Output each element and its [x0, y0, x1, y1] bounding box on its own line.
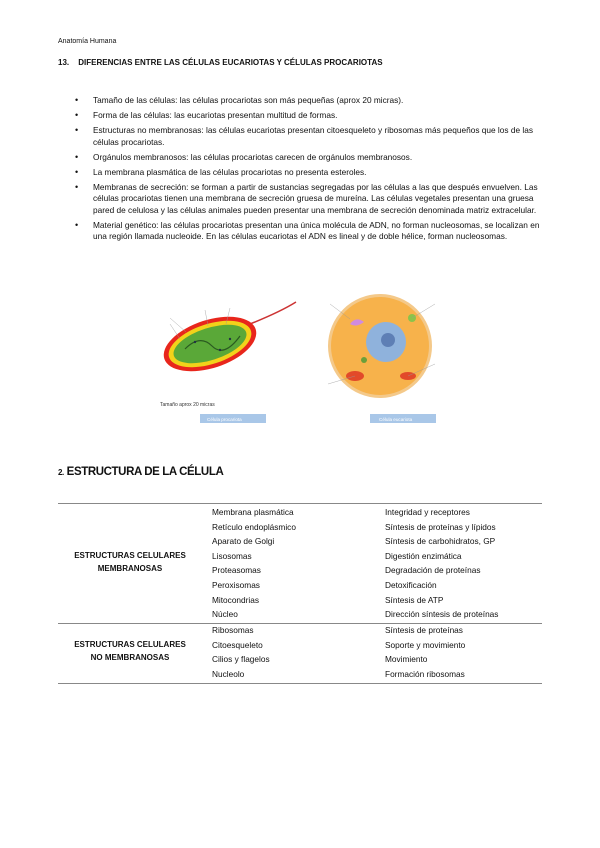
table-cell: Síntesis de proteínas [385, 625, 463, 635]
group-1-functions [385, 505, 498, 622]
list-item: • Forma de las células: las eucariotas presentan multitud de formas. [58, 110, 548, 122]
group-2-structures [212, 623, 270, 681]
differences-list [58, 95, 548, 246]
table-cell: Degradación de proteínas [385, 565, 481, 576]
page-header: Anatomía Humana [58, 38, 117, 45]
flagellum-icon [250, 302, 296, 324]
table-top-rule [58, 503, 542, 504]
section-13-number: 13. [58, 58, 70, 67]
table-cell: Formación ribosomas [385, 668, 465, 679]
section-13-heading [58, 58, 383, 67]
section-2-heading [58, 466, 223, 478]
prokaryote-size-label: Tamaño aprox 20 micras [160, 402, 215, 408]
table-cell: Peroxisomas [212, 579, 260, 590]
list-item: • Material genético: las células procariotas presentan una única molécula de ADN, no forman nucleosomas, se localizan en una región llamada nucleoide. En las células eucariotas el ADN es lineal y de doble hélice, forman nucleosomas. [58, 220, 548, 243]
table-cell: Síntesis de proteínas y lípidos [385, 521, 496, 532]
nucleolus-icon [381, 333, 395, 347]
prokaryote-illustration [157, 302, 296, 382]
group-label-line: ESTRUCTURAS CELULARES [74, 551, 186, 560]
group-2-functions [385, 623, 465, 681]
group-1-structures [212, 505, 296, 622]
table-cell: Síntesis de ATP [385, 594, 444, 605]
table-cell: Dirección síntesis de proteínas [385, 609, 499, 620]
table-cell: Ribosomas [212, 625, 254, 635]
list-item: • Orgánulos membranosos: las células procariotas carecen de orgánulos membranosos. [58, 152, 548, 164]
eukaryote-button-label: Célula eucariota [379, 417, 413, 422]
table-cell: Movimiento [385, 654, 428, 665]
table-cell: Integridad y receptores [385, 507, 470, 517]
table-cell: Núcleo [212, 609, 238, 620]
list-item: • Membranas de secreción: se forman a partir de sustancias segregadas por las células a las que después envuelven. Las células procariotas tienen una membrana de secreción gruesa de mureína. Las células vegetales presentan una gruesa pared de celulosa y las células animales pueden presentar una membrana de secreción denominada matriz extracelular. [58, 182, 548, 217]
list-item: • Tamaño de las células: las células procariotas son más pequeñas (aprox 20 micras). [58, 95, 548, 107]
section-2-title: ESTRUCTURA DE LA CÉLULA [66, 466, 224, 478]
table-cell: Retículo endoplásmico [212, 521, 296, 532]
table-cell: Cilios y flagelos [212, 654, 270, 665]
list-item: • Estructuras no membranosas: las células eucariotas presentan citoesqueleto y ribosomas más pequeños que los de las células procariotas. [58, 125, 548, 148]
table-cell: Síntesis de carbohidratos, GP [385, 536, 496, 547]
table-cell: Soporte y movimiento [385, 639, 466, 650]
table-cell: Nucleolo [212, 668, 245, 679]
eukaryote-illustration [328, 294, 435, 398]
table-cell: Digestión enzimática [385, 550, 462, 561]
table-bottom-rule [58, 683, 542, 684]
table-cell: Lisosomas [212, 550, 252, 561]
table-cell: Mitocondrias [212, 594, 260, 605]
cell-illustrations [150, 284, 470, 434]
section-2-number: 2. [58, 468, 64, 477]
section-13-title: DIFERENCIAS ENTRE LAS CÉLULAS EUCARIOTAS Y CÉLULAS PROCARIOTAS [78, 58, 383, 67]
cell-figures [150, 284, 470, 434]
group-label-line: MEMBRANOSAS [97, 564, 163, 573]
group-label-line: ESTRUCTURAS CELULARES [74, 640, 186, 649]
group-label-no-membranosas [58, 638, 202, 664]
table-group-divider [58, 623, 542, 624]
prokaryote-button-label: Célula procariota [207, 417, 242, 422]
table-cell: Detoxificación [385, 579, 437, 590]
table-cell: Proteasomas [212, 565, 261, 576]
table-cell: Membrana plasmática [212, 507, 294, 517]
table-cell: Aparato de Golgi [212, 536, 275, 547]
group-label-membranosas [58, 549, 202, 575]
group-label-line: NO MEMBRANOSAS [90, 653, 170, 662]
list-item: • La membrana plasmática de las células procariotas no presenta esteroles. [58, 167, 548, 179]
table-cell: Citoesqueleto [212, 639, 263, 650]
